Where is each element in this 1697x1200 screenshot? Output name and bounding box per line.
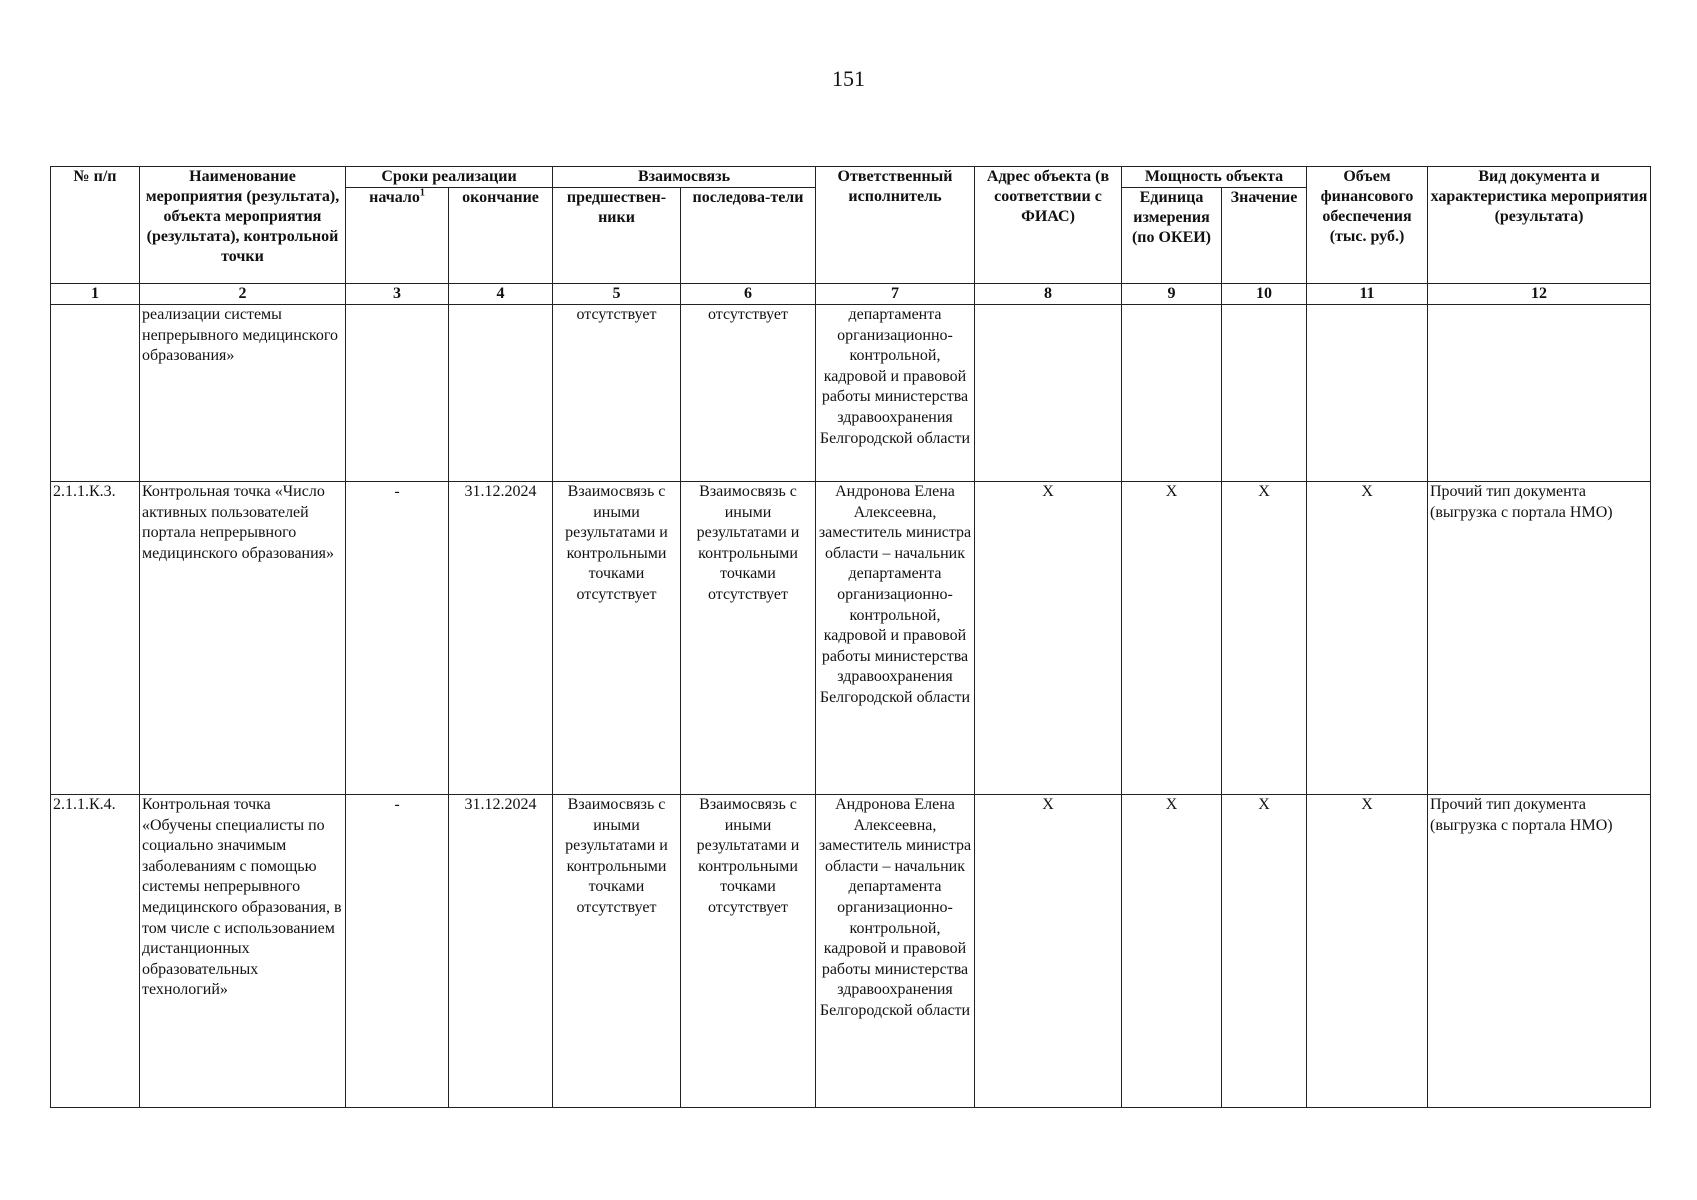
column-number: 4 (449, 284, 553, 305)
row-successors: Взаимосвязь с иными результатами и контрольными точками отсутствует (681, 482, 816, 795)
column-number: 11 (1307, 284, 1428, 305)
header-document: Вид документа и характеристика мероприятия (результата) (1428, 167, 1651, 284)
table-row (51, 482, 1651, 795)
header-power-group: Мощность объекта (1122, 167, 1307, 188)
row-document: Прочий тип документа (выгрузка с портала НМО) (1428, 482, 1651, 795)
header-predecessors: предшествен-ники (553, 188, 681, 284)
row-responsible: Андронова Елена Алексеевна, заместитель министра области – начальник департамента организационно-контрольной, кадровой и правовой работы министерства здравоохранения Белгородской области (816, 795, 975, 1108)
table-row (51, 795, 1651, 1108)
row-name: Контрольная точка «Обучены специалисты по социально значимым заболеваниям с помощью системы непрерывного медицинского образования, в том числе с использованием дистанционных образовательных технологий» (140, 795, 346, 1108)
row-start (346, 305, 449, 482)
row-value (1222, 305, 1307, 482)
header-row-top (51, 167, 1651, 188)
row-end (449, 305, 553, 482)
row-start: - (346, 482, 449, 795)
row-predecessors: отсутствует (553, 305, 681, 482)
row-end: 31.12.2024 (449, 482, 553, 795)
column-number: 9 (1122, 284, 1222, 305)
row-num: 2.1.1.К.4. (51, 795, 140, 1108)
header-num: № п/п (51, 167, 140, 284)
row-unit: X (1122, 482, 1222, 795)
row-address (975, 305, 1122, 482)
header-value: Значение (1222, 188, 1307, 284)
footnote-mark: 1 (419, 187, 425, 199)
row-num (51, 305, 140, 482)
row-financing: X (1307, 482, 1428, 795)
header-address: Адрес объекта (в соответствии с ФИАС) (975, 167, 1122, 284)
column-number-row (51, 284, 1651, 305)
header-unit: Единица измерения (по ОКЕИ) (1122, 188, 1222, 284)
row-value: X (1222, 795, 1307, 1108)
column-number: 3 (346, 284, 449, 305)
row-name: реализации системы непрерывного медицинского образования» (140, 305, 346, 482)
row-address: X (975, 795, 1122, 1108)
row-unit: X (1122, 795, 1222, 1108)
header-responsible: Ответственный исполнитель (816, 167, 975, 284)
column-number: 5 (553, 284, 681, 305)
column-number: 1 (51, 284, 140, 305)
row-responsible: департамента организационно-контрольной, кадровой и правовой работы министерства здравоохранения Белгородской области (816, 305, 975, 482)
table-row (51, 305, 1651, 482)
row-value: X (1222, 482, 1307, 795)
column-number: 7 (816, 284, 975, 305)
row-document (1428, 305, 1651, 482)
row-responsible: Андронова Елена Алексеевна, заместитель министра области – начальник департамента организационно-контрольной, кадровой и правовой работы министерства здравоохранения Белгородской области (816, 482, 975, 795)
column-number: 2 (140, 284, 346, 305)
row-successors: отсутствует (681, 305, 816, 482)
header-financing: Объем финансового обеспечения (тыс. руб.) (1307, 167, 1428, 284)
column-number: 8 (975, 284, 1122, 305)
plan-table (50, 166, 1651, 1108)
row-predecessors: Взаимосвязь с иными результатами и контрольными точками отсутствует (553, 795, 681, 1108)
column-number: 6 (681, 284, 816, 305)
row-successors: Взаимосвязь с иными результатами и контрольными точками отсутствует (681, 795, 816, 1108)
row-start: - (346, 795, 449, 1108)
page-number: 151 (832, 66, 865, 91)
header-link-group: Взаимосвязь (553, 167, 816, 188)
header-dates-group: Сроки реализации (346, 167, 553, 188)
row-predecessors: Взаимосвязь с иными результатами и контрольными точками отсутствует (553, 482, 681, 795)
row-unit (1122, 305, 1222, 482)
row-financing (1307, 305, 1428, 482)
header-start-label: начало (369, 189, 420, 206)
column-number: 12 (1428, 284, 1651, 305)
row-address: X (975, 482, 1122, 795)
row-name: Контрольная точка «Число активных пользователей портала непрерывного медицинского образования» (140, 482, 346, 795)
row-document: Прочий тип документа (выгрузка с портала НМО) (1428, 795, 1651, 1108)
header-end: окончание (449, 188, 553, 284)
header-name: Наименование мероприятия (результата), объекта мероприятия (результата), контрольной точки (140, 167, 346, 284)
column-number: 10 (1222, 284, 1307, 305)
row-end: 31.12.2024 (449, 795, 553, 1108)
row-financing: X (1307, 795, 1428, 1108)
header-successors: последова-тели (681, 188, 816, 284)
header-start (346, 188, 449, 284)
row-num: 2.1.1.К.3. (51, 482, 140, 795)
